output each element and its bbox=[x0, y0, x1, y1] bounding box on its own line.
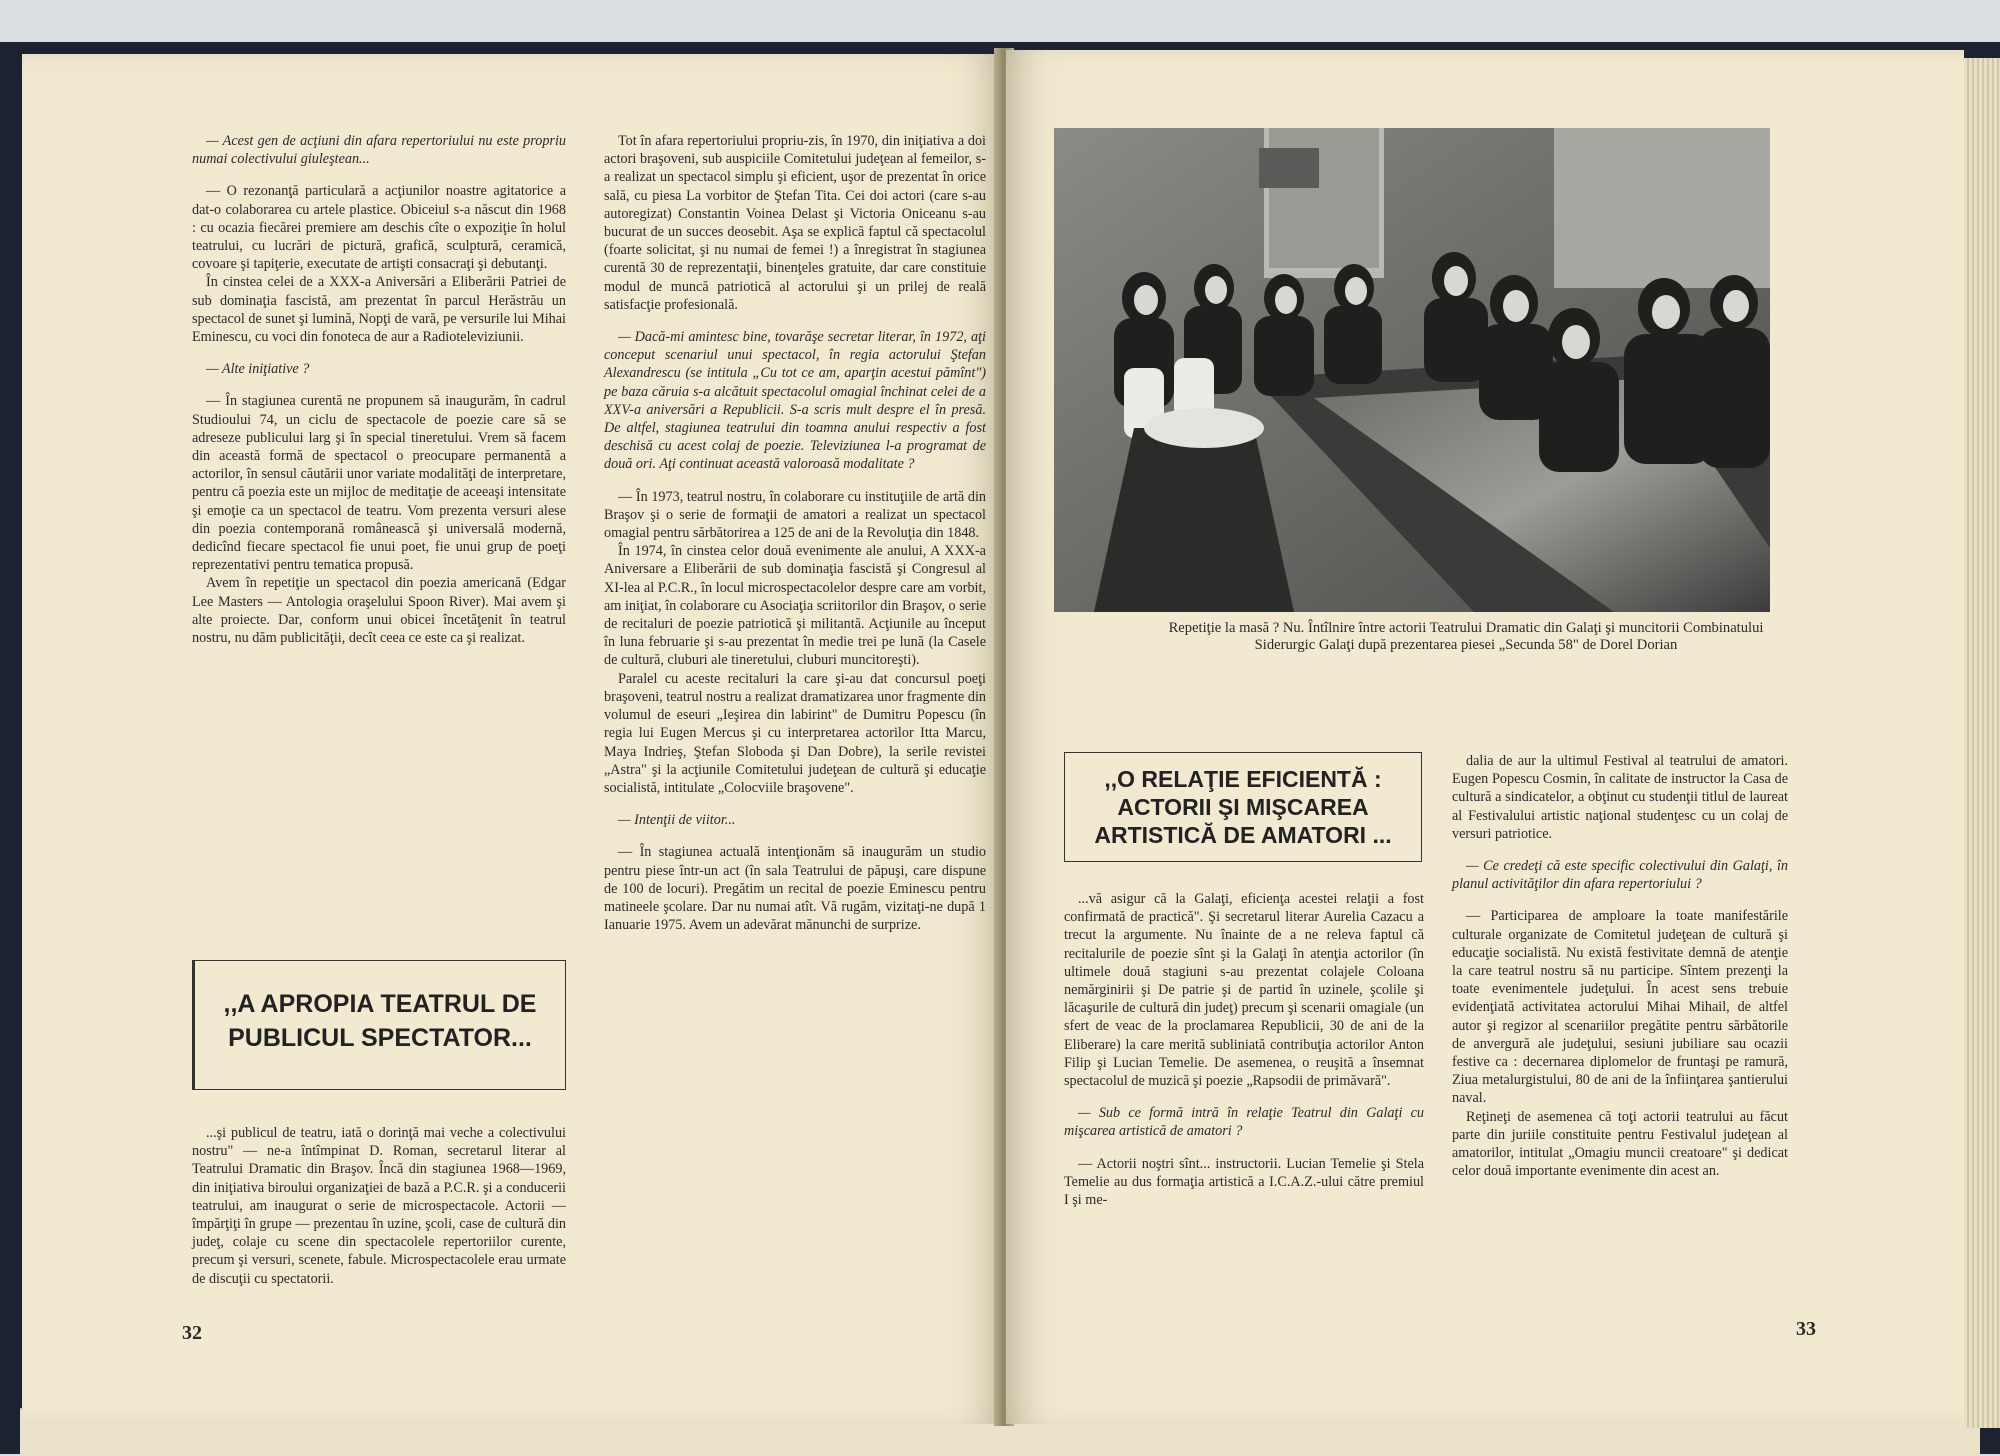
paragraph: — În stagiunea actuală intenţionăm să inaugurăm un studio pentru piese într-un act (în sala Teatrului de păpuşi, care dispune de 100 de locuri). Pregătim un recital de poezie Eminescu pentru matineele şcolare. Dar nu numai atît. Vă rugăm, vizitaţi-ne după 1 Ianuarie 1975. Avem un adevărat mănunchi de surprize. bbox=[604, 844, 986, 934]
paragraph: Paralel cu aceste recitaluri la care şi-au dat concursul poeţi braşoveni, teatrul nostru a realizat dramatizarea unor fragmente din volumul de eseuri „Ieşirea din labirint" de Dumitru Popescu (în regia lui Eugen Mercus şi cu interpretarea actorilor Itta Marcu, Maya Indrieş, Ştefan Sloboda şi Dan Dobre), la serile revistei „Astra" şi la acţiunile Comitetului judeţean de cultură şi educaţie socialistă, intitulate „Colocviile braşovene". bbox=[604, 670, 986, 796]
braşov-article-intro bbox=[192, 1124, 566, 1288]
paragraph: — În 1973, teatrul nostru, în colaborare cu instituţiile de artă din Braşov şi o serie de formaţii de amatori a realizat un spectacol omagial pentru sărbătorirea a 125 de ani de la Revoluţia din 1848. bbox=[604, 488, 986, 542]
photograph-meeting bbox=[1054, 128, 1770, 612]
page-number-left: 32 bbox=[182, 1322, 202, 1344]
page-number-right: 33 bbox=[1796, 1318, 1816, 1340]
paragraph: În 1974, în cinstea celor două evenimente ale anului, A XXX-a Aniversare a Eliberării de sub dominaţia fascistă şi Congresul al XI-lea al P.C.R., în locul microspectacolelor despre care am vorbit, am iniţiat, în colaborare cu Asociaţia scriitorilor din Braşov, o serie de recitaluri de poezie patriotică şi militantă. Acţiunile au început în luna februarie şi s-au prezentat în medie trei pe lună (la Casele de cultură, cluburi ale tineretului, cluburi muncitoreşti). bbox=[604, 543, 986, 669]
headline-line-2: PUBLICUL SPECTATOR... bbox=[228, 1024, 532, 1052]
photo-caption: Repetiţie la masă ? Nu. Întîlnire între actorii Teatrului Dramatic din Galaţi şi muncitorii Combinatului Siderurgic Galaţi după prezentarea piesei „Secunda 58" de Dorel Dorian bbox=[1168, 620, 1764, 653]
right-column-2 bbox=[1452, 752, 1788, 1180]
interview-question: — Alte iniţiative ? bbox=[206, 361, 310, 378]
interview-question: — Sub ce formă intră în relaţie Teatrul din Galaţi cu mişcarea artistică de amatori ? bbox=[1064, 1105, 1424, 1140]
page-edge-stack bbox=[1964, 58, 2000, 1428]
interview-question: — Intenţii de viitor... bbox=[618, 812, 736, 829]
photograph-image bbox=[1054, 128, 1770, 612]
left-page bbox=[22, 54, 1002, 1424]
headline-line-3: ARTISTICĂ DE AMATORI ... bbox=[1094, 822, 1392, 848]
interview-question: — Ce credeţi că este specific colectivului din Galaţi, în planul activităţilor din afara repertoriului ? bbox=[1452, 858, 1788, 893]
headline-box-galaţi bbox=[1064, 752, 1422, 862]
paragraph: dalia de aur la ultimul Festival al teatrului de amatori. Eugen Popescu Cosmin, în calitate de instructor la Casa de cultură a sindicatelor, a obţinut cu studenţii titlul de laureat al Festivalului artistic naţional studenţesc cu un colaj de versuri patriotice. bbox=[1452, 753, 1788, 842]
paragraph: — În stagiunea curentă ne propunem să inaugurăm, în cadrul Studioului 74, un ciclu de spectacole de poezie care să se adreseze publicului larg şi în special tineretului. Vrem să facem din această formă de spectacol o preocupare permanentă a actorilor, în sensul căutării unor variate modalităţi de interpretare, pentru că poezia este un mijloc de meditaţie de aceeaşi intensitate şi emoţie ca un spectacol de teatru. Vom prezenta versuri alese din poezia contemporană românească şi universală modernă, dedicînd fiecare spectacol fie unui poet, fie unui grup de poeţi reprezentativi pentru tematica propusă. bbox=[192, 393, 566, 574]
right-column-1 bbox=[1064, 890, 1424, 1209]
interview-question: — Dacă-mi amintesc bine, tovarăşe secretar literar, în 1972, aţi conceput scenariul unui spectacol, în regia actorului Ştefan Alexandrescu (se intitula „Cu tot ce am, aparţin acestui pămînt") pe baza căruia s-a alcătuit spectacolul omagial închinat celei de a XXV-a aniversări a Republicii. S-a scris mult despre el în presă. De altfel, stagiunea teatrului din toamna anului respectiv a fost deschisă cu acest colaj de poezie. Televiziunea l-a programat de două ori. Aţi continuat această valoroasă modalitate ? bbox=[604, 329, 986, 473]
paragraph: — Actorii noştri sînt... instructorii. Lucian Temelie şi Stela Temelie au dus formaţia artistică a I.C.A.Z.-ului către premiul I şi me- bbox=[1064, 1155, 1424, 1209]
headline-box-braşov bbox=[192, 960, 566, 1090]
paragraph: În cinstea celei de a XXX-a Aniversări a Eliberării Patriei de sub dominaţia fascistă, am prezentat în parcul Herăstrău un spectacol de sunet şi lumină, Nopţi de vară, pe versurile lui Mihai Eminescu, cu voci din fonoteca de aur a Radioteleviziunii. bbox=[192, 274, 566, 346]
left-column-2 bbox=[604, 132, 986, 934]
paragraph: Avem în repetiţie un spectacol din poezia americană (Edgar Lee Masters — Antologia oraşelului Spoon River). Mai avem şi alte proiecte. Dar, conform unui obicei încetăţenit în teatrul nostru, nu dăm publicităţii, decît ceea ce este ca şi realizat. bbox=[192, 575, 566, 647]
interview-question: — Acest gen de acţiuni din afara repertoriului nu este propriu numai colectivului giuleştean... bbox=[192, 133, 566, 168]
paragraph: Reţineţi de asemenea că toţi actorii teatrului au făcut parte din juriile constituite pentru Festivalul judeţean al amatorilor, intitulat „Omagiu muncii creatoare" şi dedicat celor două importante evenimente din acest an. bbox=[1452, 1108, 1788, 1180]
paragraph: ...şi publicul de teatru, iată o dorinţă mai veche a colectivului nostru" — ne-a întîmpinat D. Roman, secretarul literar al Teatrului Dramatic din Braşov. Încă din stagiunea 1968—1969, din iniţiativa biroului organizaţiei de bază a P.C.R. şi a conducerii teatrului, am inaugurat o serie de microspectacole. Actorii — împărţiţi în grupe — prezentau în uzine, şcoli, case de cultură din judeţ, colaje cu scene din spectacolele repertoriilor curente, precum şi versuri, scenete, fabule. Microspectacolele erau urmate de discuţii cu spectatorii. bbox=[192, 1125, 566, 1287]
headline-line-1: ,,O RELAŢIE EFICIENTĂ : bbox=[1104, 766, 1382, 792]
left-column-1 bbox=[192, 132, 566, 647]
headline-line-1: ,,A APROPIA TEATRUL DE bbox=[223, 990, 537, 1018]
paragraph: Tot în afara repertoriului propriu-zis, în 1970, din iniţiativa a doi actori braşoveni, sub auspiciile Comitetului judeţean al femeilor, s-a realizat un spectacol simplu şi eficient, uşor de prezentat în orice sală, cu piesa La vorbitor de Ştefan Tita. Cei doi actori (care s-au autoregizat) Constantin Voinea Delast şi Victoria Oniceanu s-au bucurat de un succes deosebit. Aşa se explică faptul că spectacolul (foarte solicitat, şi nu numai de femei !) a înregistrat în stagiunea curentă 30 de reprezentaţii, binenţeles gratuite, dar care constituie modul de muncă patriotică al actorului şi un prilej de reală satisfacţie profesională. bbox=[604, 133, 986, 313]
headline-line-2: ACTORII ŞI MIŞCAREA bbox=[1117, 794, 1369, 820]
paragraph: ...vă asigur că la Galaţi, eficienţa acestei relaţii a fost confirmată de practică". Şi secretarul literar Aurelia Cazacu a trecut la argumente. Nu înainte de a ne releva faptul că recitalurile de poezie sînt şi la Galaţi în atenţia actorilor (în ultimele două stagiuni s-au prezentat colajele Coloana nemărginirii şi De patrie şi de partid în uzinele, şcolile şi lăcaşurile de cultură din judeţ) precum şi scenarii omagiale (un sfert de veac de la proclamarea Republicii, 30 de ani de la Eliberare) la care merită subliniată contribuţia actorilor Anton Filip şi Lucian Temelie. De asemenea, o reuşită a însemnat spectacolul de muzică şi poezie „Rapsodii de primăvară". bbox=[1064, 891, 1424, 1090]
paragraph: — Participarea de amploare la toate manifestările culturale organizate de Comitetul judeţean de cultură şi educaţie socialistă. Nu există festivitate demnă de atenţie la care teatrul nostru să nu participe. Sîntem prezenţi la toate evenimentele judeţului. În acest sens trebuie evidenţiată activitatea actorului Mihai Mihail, de altfel autor şi regizor al scenariilor pregătite pentru sărbătorile de anvergură ale judeţului, sesiuni jubiliare sau ocazii festive ca : decernarea diplomelor de fruntaşi pe ramură, Ziua metalurgistului, 80 de ani de la înfiinţarea şantierului naval. bbox=[1452, 908, 1788, 1107]
paragraph: — O rezonanţă particulară a acţiunilor noastre agitatorice a dat-o colaborarea cu artele plastice. Obiceiul s-a născut din 1968 : cu ocazia fiecărei premiere am deschis cîte o expoziţie în holul teatrului, cu lucrări de pictură, grafică, sculptură, ceramică, covoare şi tapiţerie, executate de artişti consacraţi şi debutanţi. bbox=[192, 183, 566, 273]
